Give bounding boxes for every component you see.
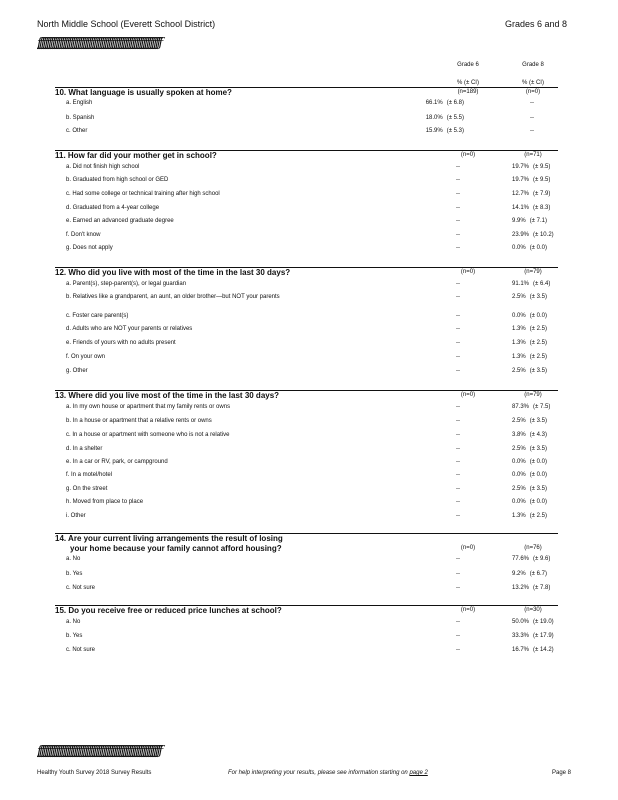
question-title: 14. Are your current living arrangements the result of losing (55, 534, 283, 543)
grade8-sample-size: (n=71) (524, 152, 542, 158)
answer-label: c. Not sure (66, 585, 96, 591)
answer-label: c. Other (66, 128, 88, 134)
grade8-ci: (± 2.5) (529, 326, 547, 332)
answer-label: a. In my own house or apartment that my family rents or owns (66, 404, 231, 410)
grade6-value (404, 354, 464, 360)
grade8-ci: (± 17.9) (533, 633, 554, 639)
grade6-value (404, 294, 464, 300)
grade6-sample-size: (n=189) (457, 89, 479, 95)
grade8-ci: (± 10.2) (533, 232, 554, 238)
grade8-value (512, 404, 572, 410)
grade6-value (404, 368, 464, 374)
footer-survey-name: Healthy Youth Survey 2018 Survey Results (37, 770, 152, 776)
grade6-value (404, 326, 464, 332)
answer-label: c. Not sure (66, 647, 96, 653)
grade8-ci: (± 3.5) (529, 446, 547, 452)
grade8-value (512, 218, 572, 224)
grade6-percent: -- (456, 177, 460, 183)
grade8-value (530, 115, 590, 121)
grade6-value (404, 499, 464, 505)
grade6-percent: -- (456, 585, 460, 591)
grade6-percent: -- (456, 619, 460, 625)
grade8-value (512, 459, 572, 465)
answer-label: f. On your own (66, 354, 106, 360)
grade6-percent: 15.9% (425, 128, 443, 134)
grade8-percent: 2.5% (512, 294, 526, 300)
grade8-pct-label: % (± CI) (522, 80, 544, 86)
grade6-percent: 18.0% (425, 115, 443, 121)
grade6-percent: -- (456, 368, 460, 374)
grade8-percent: 91.1% (512, 281, 530, 287)
grade6-percent: -- (456, 513, 460, 519)
question-title: 10. What language is usually spoken at home? (55, 88, 232, 97)
answer-label: b. Yes (66, 571, 83, 577)
grade8-percent: -- (530, 100, 534, 106)
grade8-value (512, 368, 572, 374)
grade6-value (404, 164, 464, 170)
grade6-sample-size: (n=0) (460, 269, 476, 275)
grade8-sample-size: (n=0) (525, 89, 541, 95)
grade8-value (512, 294, 572, 300)
grade8-percent: 1.3% (512, 513, 526, 519)
grade8-ci: (± 6.7) (529, 571, 547, 577)
grade6-sample-size: (n=0) (460, 607, 476, 613)
answer-label: e. Friends of yours with no adults present (66, 340, 176, 346)
grade8-value (512, 585, 572, 591)
grade8-percent: 0.0% (512, 472, 526, 478)
answer-label: c. In a house or apartment with someone who is not a relative (66, 432, 230, 438)
answer-label: a. No (66, 556, 81, 562)
grade8-value (512, 513, 572, 519)
question-title-line2: your home because your family cannot afford housing? (70, 544, 282, 553)
grade8-ci: (± 2.5) (529, 340, 547, 346)
answer-label: a. Did not finish high school (66, 164, 140, 170)
grade8-ci: (± 0.0) (529, 313, 547, 319)
grade6-value (404, 472, 464, 478)
grade6-percent: -- (456, 191, 460, 197)
grade8-ci: (± 7.1) (529, 218, 547, 224)
answer-label: c. Foster care parent(s) (66, 313, 129, 319)
grade8-percent: -- (530, 115, 534, 121)
question-title: 12. Who did you live with most of the time in the last 30 days? (55, 268, 291, 277)
grade6-ci: (± 6.8) (446, 100, 464, 106)
answer-label: e. Earned an advanced graduate degree (66, 218, 174, 224)
grade6-sample-size: (n=0) (460, 392, 476, 398)
grade8-value (512, 340, 572, 346)
grade8-percent: 9.9% (512, 218, 526, 224)
grade8-ci: (± 7.5) (533, 404, 551, 410)
grade8-percent: 23.9% (512, 232, 530, 238)
grade8-value (512, 432, 572, 438)
grade8-percent: 0.0% (512, 313, 526, 319)
grade8-percent: 50.0% (512, 619, 530, 625)
grade8-ci: (± 9.6) (533, 556, 551, 562)
grade8-percent: 0.0% (512, 245, 526, 251)
grade8-ci: (± 6.4) (533, 281, 551, 287)
grade8-value (512, 633, 572, 639)
grade6-pct-label: % (± CI) (457, 80, 479, 86)
grade8-percent: 3.8% (512, 432, 526, 438)
answer-label: i. Other (66, 513, 86, 519)
footer-help-message: For help interpreting your results, please see information starting on (228, 770, 408, 776)
grade8-sample-size: (n=79) (524, 392, 542, 398)
grade8-heading: Grade 8 (522, 62, 544, 68)
grade6-percent: -- (456, 294, 460, 300)
grade6-value (404, 556, 464, 562)
grade8-ci: (± 3.5) (529, 294, 547, 300)
grade8-value (512, 571, 572, 577)
grade8-value (512, 619, 572, 625)
grade8-value (512, 191, 572, 197)
grade8-value (512, 486, 572, 492)
answer-label: d. Adults who are NOT your parents or relatives (66, 326, 193, 332)
grade6-percent: -- (456, 499, 460, 505)
grade8-value (530, 128, 590, 134)
grade6-ci: (± 5.5) (446, 115, 464, 121)
answer-label: g. Other (66, 368, 88, 374)
grade6-sample-size: (n=0) (460, 152, 476, 158)
grade8-value (512, 205, 572, 211)
answer-label: b. Yes (66, 633, 83, 639)
grade8-percent: 1.3% (512, 340, 526, 346)
answer-label: b. Spanish (66, 115, 95, 121)
grade6-percent: -- (456, 571, 460, 577)
grade8-percent: 77.6% (512, 556, 530, 562)
grade8-percent: 2.5% (512, 486, 526, 492)
grade8-ci: (± 3.5) (529, 486, 547, 492)
answer-label: g. Does not apply (66, 245, 113, 251)
header-decoration: ƒƒƒƒƒƒƒƒƒƒƒƒƒƒƒƒƒƒƒƒƒƒƒƒƒƒƒƒƒƒƒƒƒƒƒƒƒƒƒƒƒƒƒƒƒƒƒƒƒƒƒƒƒƒƒƒƒƒƒƒƒƒƒƒƒƒƒƒ (37, 36, 161, 51)
grade8-ci: (± 2.5) (529, 354, 547, 360)
grade8-value (512, 647, 572, 653)
grade8-value (512, 472, 572, 478)
grade6-heading: Grade 6 (457, 62, 479, 68)
grade6-value (404, 486, 464, 492)
grade6-percent: -- (456, 164, 460, 170)
answer-label: f. In a motel/hotel (66, 472, 113, 478)
question-title: 11. How far did your mother get in school? (55, 151, 217, 160)
grade6-percent: -- (456, 404, 460, 410)
grade8-percent: 33.3% (512, 633, 530, 639)
grade6-value (404, 404, 464, 410)
grades-label: Grades 6 and 8 (505, 19, 568, 29)
page2-link[interactable]: page 2 (409, 770, 428, 776)
grade8-sample-size: (n=79) (524, 269, 542, 275)
grade8-ci: (± 0.0) (529, 459, 547, 465)
grade6-value (404, 446, 464, 452)
grade8-value (512, 232, 572, 238)
grade8-percent: 14.1% (512, 205, 530, 211)
grade8-percent: 16.7% (512, 647, 530, 653)
grade8-percent: 87.3% (512, 404, 530, 410)
grade8-value (512, 164, 572, 170)
answer-label: b. In a house or apartment that a relative rents or owns (66, 418, 212, 424)
grade6-sample-size: (n=0) (460, 545, 476, 551)
grade6-percent: -- (456, 472, 460, 478)
footer-decoration: ƒƒƒƒƒƒƒƒƒƒƒƒƒƒƒƒƒƒƒƒƒƒƒƒƒƒƒƒƒƒƒƒƒƒƒƒƒƒƒƒƒƒƒƒƒƒƒƒƒƒƒƒƒƒƒƒƒƒƒƒƒƒƒƒƒƒƒƒ (37, 744, 161, 759)
grade6-percent: -- (456, 245, 460, 251)
grade6-value (404, 177, 464, 183)
grade6-percent: -- (456, 446, 460, 452)
answer-label: f. Don't know (66, 232, 101, 238)
grade6-value (404, 191, 464, 197)
grade6-value (404, 205, 464, 211)
grade8-ci: (± 0.0) (529, 472, 547, 478)
grade8-ci: (± 7.8) (533, 585, 551, 591)
answer-label: a. No (66, 619, 81, 625)
grade6-ci: (± 5.3) (446, 128, 464, 134)
grade6-value (404, 571, 464, 577)
grade8-percent: 12.7% (512, 191, 530, 197)
grade6-percent: -- (456, 486, 460, 492)
grade6-percent: -- (456, 354, 460, 360)
grade8-value (512, 446, 572, 452)
grade8-sample-size: (n=30) (524, 607, 542, 613)
grade8-percent: 19.7% (512, 164, 530, 170)
grade6-value (404, 232, 464, 238)
grade8-ci: (± 9.5) (533, 164, 551, 170)
grade6-percent: 66.1% (425, 100, 443, 106)
grade6-value (404, 585, 464, 591)
grade8-percent: 13.2% (512, 585, 530, 591)
grade8-value (512, 556, 572, 562)
grade6-value (404, 432, 464, 438)
school-title: North Middle School (Everett School District) (37, 19, 216, 29)
answer-label: h. Moved from place to place (66, 499, 144, 505)
grade8-ci: (± 9.5) (533, 177, 551, 183)
grade6-value (404, 128, 464, 134)
answer-label: a. English (66, 100, 93, 106)
grade8-percent: 0.0% (512, 459, 526, 465)
grade8-percent: -- (530, 128, 534, 134)
answer-label: d. In a shelter (66, 446, 103, 452)
answer-label: e. In a car or RV, park, or campground (66, 459, 168, 465)
answer-label: a. Parent(s), step-parent(s), or legal guardian (66, 281, 187, 287)
grade8-ci: (± 19.0) (533, 619, 554, 625)
grade8-value (512, 499, 572, 505)
grade6-percent: -- (456, 340, 460, 346)
grade8-ci: (± 7.9) (533, 191, 551, 197)
answer-label: c. Had some college or technical training after high school (66, 191, 220, 197)
grade6-value (404, 245, 464, 251)
grade8-ci: (± 2.5) (529, 513, 547, 519)
grade6-percent: -- (456, 281, 460, 287)
question-title: 13. Where did you live most of the time in the last 30 days? (55, 391, 280, 400)
answer-label: d. Graduated from a 4-year college (66, 205, 160, 211)
footer-help-text (228, 770, 428, 776)
grade6-percent: -- (456, 232, 460, 238)
grade8-ci: (± 0.0) (529, 245, 547, 251)
grade8-value (530, 100, 590, 106)
grade6-percent: -- (456, 459, 460, 465)
grade6-value (404, 313, 464, 319)
grade8-percent: 1.3% (512, 326, 526, 332)
grade6-value (404, 619, 464, 625)
grade8-ci: (± 14.2) (533, 647, 554, 653)
grade6-percent: -- (456, 633, 460, 639)
grade6-percent: -- (456, 647, 460, 653)
grade8-percent: 1.3% (512, 354, 526, 360)
question-title: 15. Do you receive free or reduced price lunches at school? (55, 606, 282, 615)
grade6-percent: -- (456, 326, 460, 332)
grade6-percent: -- (456, 218, 460, 224)
grade6-percent: -- (456, 418, 460, 424)
grade8-percent: 19.7% (512, 177, 530, 183)
answer-label: b. Graduated from high school or GED (66, 177, 169, 183)
grade6-value (404, 633, 464, 639)
grade8-percent: 9.2% (512, 571, 526, 577)
grade8-value (512, 313, 572, 319)
grade8-ci: (± 3.5) (529, 418, 547, 424)
grade6-value (404, 513, 464, 519)
grade8-percent: 2.5% (512, 368, 526, 374)
grade6-percent: -- (456, 313, 460, 319)
grade8-value (512, 281, 572, 287)
grade6-value (404, 100, 464, 106)
grade8-ci: (± 8.3) (533, 205, 551, 211)
grade6-percent: -- (456, 432, 460, 438)
grade6-value (404, 340, 464, 346)
grade6-value (404, 115, 464, 121)
answer-label: g. On the street (66, 486, 108, 492)
grade8-ci: (± 0.0) (529, 499, 547, 505)
grade8-value (512, 245, 572, 251)
grade6-value (404, 218, 464, 224)
grade8-percent: 0.0% (512, 499, 526, 505)
grade8-percent: 2.5% (512, 418, 526, 424)
grade6-value (404, 418, 464, 424)
grade8-value (512, 418, 572, 424)
grade6-percent: -- (456, 205, 460, 211)
grade6-value (404, 281, 464, 287)
grade8-value (512, 326, 572, 332)
grade8-percent: 2.5% (512, 446, 526, 452)
footer-page-number: Page 8 (552, 770, 572, 776)
grade6-percent: -- (456, 556, 460, 562)
grade8-value (512, 354, 572, 360)
grade8-ci: (± 4.3) (529, 432, 547, 438)
answer-label: b. Relatives like a grandparent, an aunt, an older brother—but NOT your parents (66, 294, 280, 300)
grade6-value (404, 459, 464, 465)
grade8-sample-size: (n=76) (524, 545, 542, 551)
grade6-value (404, 647, 464, 653)
grade8-value (512, 177, 572, 183)
grade8-ci: (± 3.5) (529, 368, 547, 374)
